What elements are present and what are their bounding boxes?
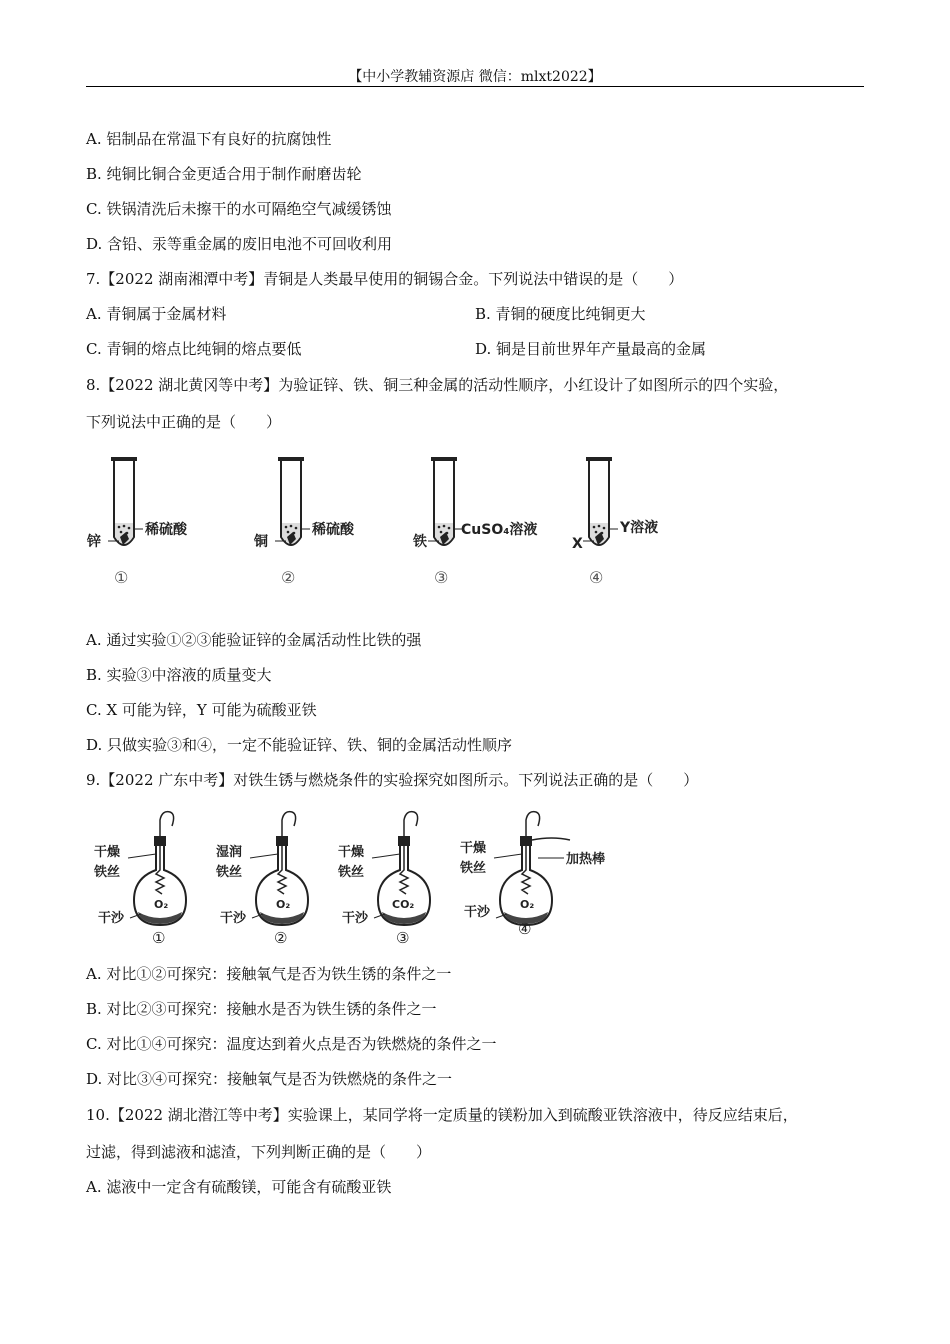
tube-1-number: ①: [114, 568, 129, 587]
flask-4-label1: 干燥: [460, 841, 487, 856]
tube-2-solution: 稀硫酸: [312, 522, 354, 538]
flask-4-number: ④: [518, 920, 532, 938]
tube-2-metal: 铜: [254, 534, 268, 550]
flask-3-bottom: 干沙: [342, 911, 369, 926]
flask-1-number: ①: [152, 929, 166, 947]
test-tube-4: [572, 457, 658, 587]
flask-2-bottom: 干沙: [220, 911, 247, 926]
tube-4-metal: X: [572, 536, 583, 552]
q6-option-c: C. 铁锅清洗后未擦干的水可隔绝空气减缓锈蚀: [86, 200, 392, 218]
flask-2-label1: 湿润: [216, 845, 243, 860]
tube-1-metal: 锌: [87, 534, 101, 550]
test-tube-3: [412, 457, 537, 587]
flask-4-gas: O₂: [520, 898, 535, 911]
q9-option-a: A. 对比①②可探究：接触氧气是否为铁生锈的条件之一: [86, 965, 452, 983]
flask-2: [215, 812, 308, 947]
flask-1-label2: 铁丝: [94, 865, 121, 880]
q9-option-d: D. 对比③④可探究：接触氧气是否为铁燃烧的条件之一: [86, 1070, 453, 1088]
q10-stem-line2: 过滤，得到滤液和滤渣，下列判断正确的是（ ）: [86, 1143, 432, 1161]
q8-option-b: B. 实验③中溶液的质量变大: [86, 666, 272, 684]
q8-option-a: A. 通过实验①②③能验证锌的金属活动性比铁的强: [86, 631, 422, 649]
tube-3-metal: 铁: [413, 534, 427, 550]
header-rule: [86, 86, 864, 87]
q9-option-b: B. 对比②③可探究：接触水是否为铁生锈的条件之一: [86, 1000, 437, 1018]
q6-option-b: B. 纯铜比铜合金更适合用于制作耐磨齿轮: [86, 165, 362, 183]
q7-stem: 7.【2022 湖南湘潭中考】青铜是人类最早使用的铜锡合金。下列说法中错误的是（ ）: [86, 270, 684, 288]
flask-2-gas: O₂: [276, 898, 291, 911]
q8-option-c: C. X 可能为锌，Y 可能为硫酸亚铁: [86, 701, 317, 719]
q9-option-c: C. 对比①④可探究：温度达到着火点是否为铁燃烧的条件之一: [86, 1035, 497, 1053]
page-header: 【中小学教辅资源店 微信：mlxt2022】: [348, 69, 602, 85]
q7-option-c: C. 青铜的熔点比纯铜的熔点要低: [86, 340, 302, 358]
flask-3: [337, 812, 430, 947]
flask-2-label2: 铁丝: [216, 865, 243, 880]
q7-option-d: D. 铜是目前世界年产量最高的金属: [475, 340, 707, 358]
flask-3-gas: CO₂: [392, 898, 415, 911]
q6-option-a: A. 铝制品在常温下有良好的抗腐蚀性: [86, 130, 332, 148]
q9-stem: 9.【2022 广东中考】对铁生锈与燃烧条件的实验探究如图所示。下列说法正确的是（ ）: [86, 771, 699, 789]
q8-stem-line1: 8.【2022 湖北黄冈等中考】为验证锌、铁、铜三种金属的活动性顺序，小红设计了如图所示的四个实验，: [86, 376, 789, 394]
test-tube-1: [86, 457, 188, 587]
q8-option-d: D. 只做实验③和④，一定不能验证锌、铁、铜的金属活动性顺序: [86, 736, 513, 754]
tube-4-solution: Y溶液: [620, 520, 659, 536]
tube-3-number: ③: [434, 568, 449, 587]
q9-flask-figure: [86, 810, 606, 950]
q10-option-a: A. 滤液中一定含有硫酸镁，可能含有硫酸亚铁: [86, 1178, 392, 1196]
q7-option-b: B. 青铜的硬度比纯铜更大: [475, 305, 646, 323]
flask-4-label2: 铁丝: [460, 861, 487, 876]
test-tube-2: [253, 457, 355, 587]
q6-option-d: D. 含铅、汞等重金属的废旧电池不可回收利用: [86, 235, 393, 253]
flask-3-label1: 干燥: [338, 845, 365, 860]
q7-option-a: A. 青铜属于金属材料: [86, 305, 227, 323]
flask-3-label2: 铁丝: [338, 865, 365, 880]
flask-4: [459, 812, 605, 938]
flask-2-number: ②: [274, 929, 288, 947]
flask-1-label1: 干燥: [94, 845, 121, 860]
flask-1-bottom: 干沙: [98, 911, 125, 926]
tube-3-solution: CuSO₄溶液: [461, 522, 538, 538]
flask-4-bottom: 干沙: [464, 905, 491, 920]
tube-1-solution: 稀硫酸: [145, 522, 187, 538]
q10-stem-line1: 10.【2022 湖北潜江等中考】实验课上，某同学将一定质量的镁粉加入到硫酸亚铁溶液中，待反应结束后，: [86, 1106, 798, 1124]
tube-2-number: ②: [281, 568, 296, 587]
q8-test-tube-figure: [86, 455, 686, 595]
q8-stem-line2: 下列说法中正确的是（ ）: [86, 413, 282, 431]
flask-3-number: ③: [396, 929, 410, 947]
flask-1-gas: O₂: [154, 898, 169, 911]
tube-4-number: ④: [589, 568, 604, 587]
flask-1: [93, 812, 186, 947]
flask-4-heating-rod-label: 加热棒: [566, 852, 606, 867]
